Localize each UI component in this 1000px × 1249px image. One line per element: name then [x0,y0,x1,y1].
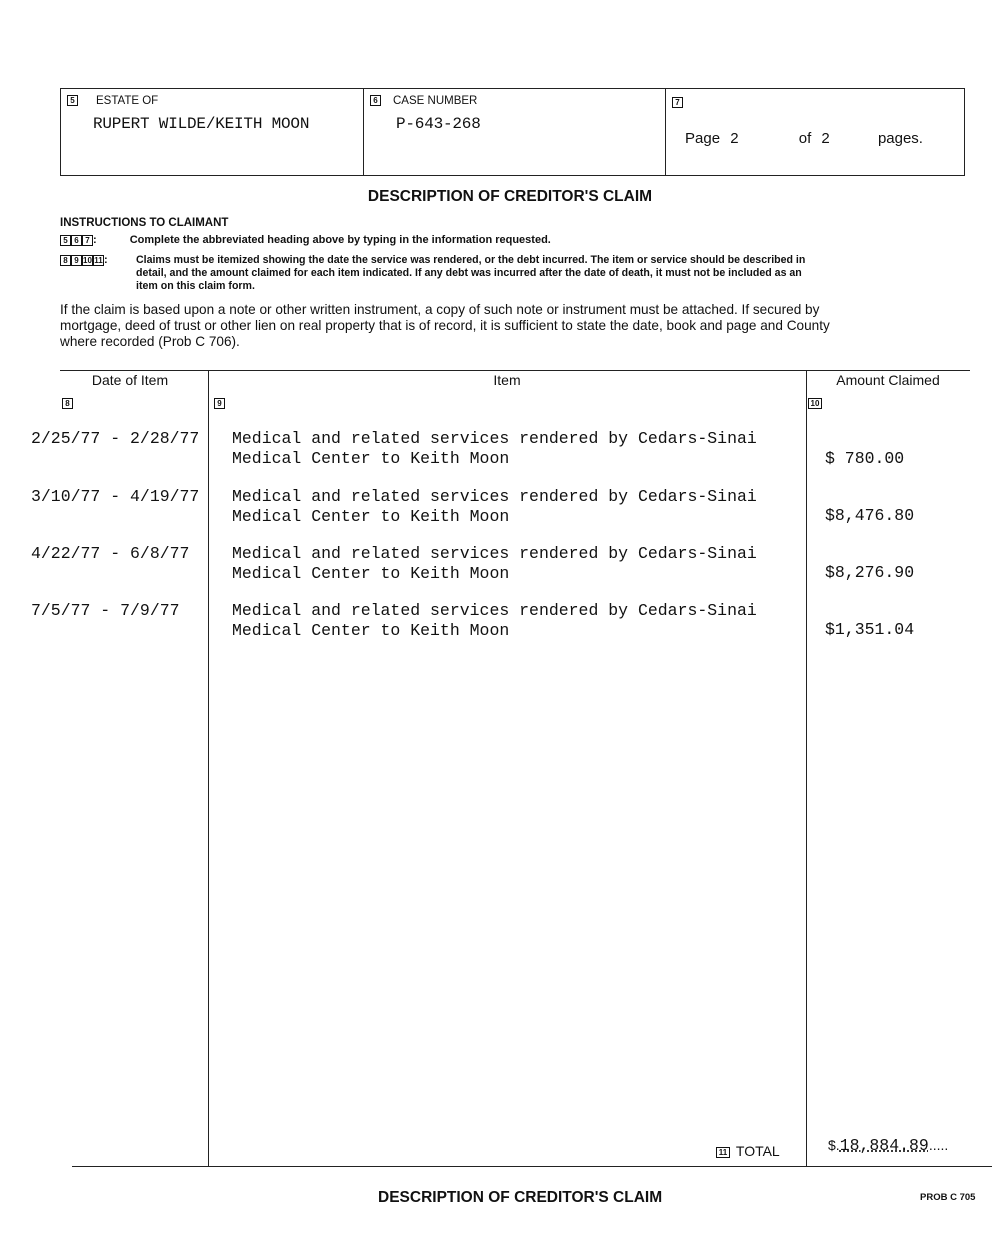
total-dots: ..... [928,1137,949,1153]
instruction-line-2a: Claims must be itemized showing the date the service was rendered, or the debt incurred. The item or service should be described in [136,254,806,266]
box-number-11: 11 [716,1147,730,1158]
estate-label: ESTATE OF [96,95,159,107]
page-count [685,130,960,147]
row-description-line-2: Medical Center to Keith Moon [232,507,510,526]
footer-title: DESCRIPTION OF CREDITOR'S CLAIM [378,1189,663,1206]
date-column-box [62,394,73,412]
instruction-line-2: 8 9 10 11: [60,254,970,267]
total-amount [828,1136,948,1155]
amount-column-divider [806,370,807,1166]
instructions-heading: INSTRUCTIONS TO CLAIMANT [60,217,229,229]
page-word: Page [685,130,721,147]
total-label: TOTAL [735,1143,780,1159]
box-number-9: 9 [71,255,82,266]
amount-column-box [808,394,822,412]
box-number-7: 7 [82,235,93,246]
date-column-header: Date of Item [91,372,169,388]
total-pages-number: 2 [821,130,830,147]
note-line-3: where recorded (Prob C 706). [60,334,240,349]
row-amount: $8,476.80 [825,506,915,525]
form-code: PROB C 705 [920,1192,976,1203]
total-currency-prefix: $. [828,1137,840,1153]
box-number-5: 5 [60,235,71,246]
row-description-line-1: Medical and related services rendered by Cedars-Sinai [232,544,757,563]
row-amount: $1,351.04 [825,620,915,639]
case-number-value: P-643-268 [396,115,481,133]
row-description-line-1: Medical and related services rendered by Cedars-Sinai [232,487,757,506]
pages-word: pages. [877,130,923,147]
total-value: 18,884.89 [839,1136,929,1155]
attachment-note [60,302,970,350]
instruction-line-2c: item on this claim form. [136,280,255,292]
box-number-6: 6 [71,235,82,246]
box-number-11: 11 [94,255,103,265]
note-line-1: If the claim is based upon a note or other written instrument, a copy of such note or instrument must be attached. If secured by [60,302,820,317]
row-amount: $8,276.90 [825,563,915,582]
table-bottom-rule [72,1166,992,1167]
box-number-8: 8 [60,255,71,266]
row-date: 7/5/77 - 7/9/77 [31,601,180,620]
item-column-header: Item [493,372,521,388]
page-number: 2 [730,130,739,147]
box-number-7: 7 [672,97,683,108]
row-description-line-1: Medical and related services rendered by Cedars-Sinai [232,601,757,620]
instruction-line-1: 5 6 7 : Complete the abbreviated heading above by typing in the information requested. [60,234,970,247]
item-column-box [214,394,225,412]
row-date: 2/25/77 - 2/28/77 [31,429,200,448]
row-date: 4/22/77 - 6/8/77 [31,544,190,563]
box-number-5: 5 [67,95,78,106]
estate-label-row [67,91,158,109]
case-label-row [370,91,477,109]
instruction-line-1-text: Complete the abbreviated heading above by typing in the information requested. [129,234,551,246]
page-label-row [672,93,683,111]
instruction-line-2-text [136,254,976,293]
of-word: of [798,130,812,147]
page-box [665,88,965,176]
row-description-line-1: Medical and related services rendered by Cedars-Sinai [232,429,757,448]
estate-box [60,88,364,176]
row-amount: $ 780.00 [825,449,905,468]
box-number-10: 10 [83,255,92,265]
box-number-9: 9 [214,398,225,409]
estate-value: RUPERT WILDE/KEITH MOON [93,115,310,133]
row-description-line-2: Medical Center to Keith Moon [232,449,510,468]
table-top-rule [60,370,970,371]
note-line-2: mortgage, deed of trust or other lien on real property that is of record, it is sufficient to state the date, book and page and County [60,318,830,333]
date-column-divider [208,370,209,1166]
amount-column-header: Amount Claimed [836,372,940,388]
case-number-label: CASE NUMBER [393,95,478,107]
total-label-row [716,1143,780,1159]
page-title: DESCRIPTION OF CREDITOR'S CLAIM [367,188,653,205]
case-number-box [363,88,666,176]
box-number-10: 10 [808,398,822,409]
row-description-line-2: Medical Center to Keith Moon [232,564,510,583]
row-description-line-2: Medical Center to Keith Moon [232,621,510,640]
box-number-8: 8 [62,398,73,409]
box-number-6: 6 [370,95,381,106]
instruction-line-2b: detail, and the amount claimed for each item indicated. If any debt was incurred after the date of death, it must not be included as an [136,267,802,279]
row-date: 3/10/77 - 4/19/77 [31,487,200,506]
